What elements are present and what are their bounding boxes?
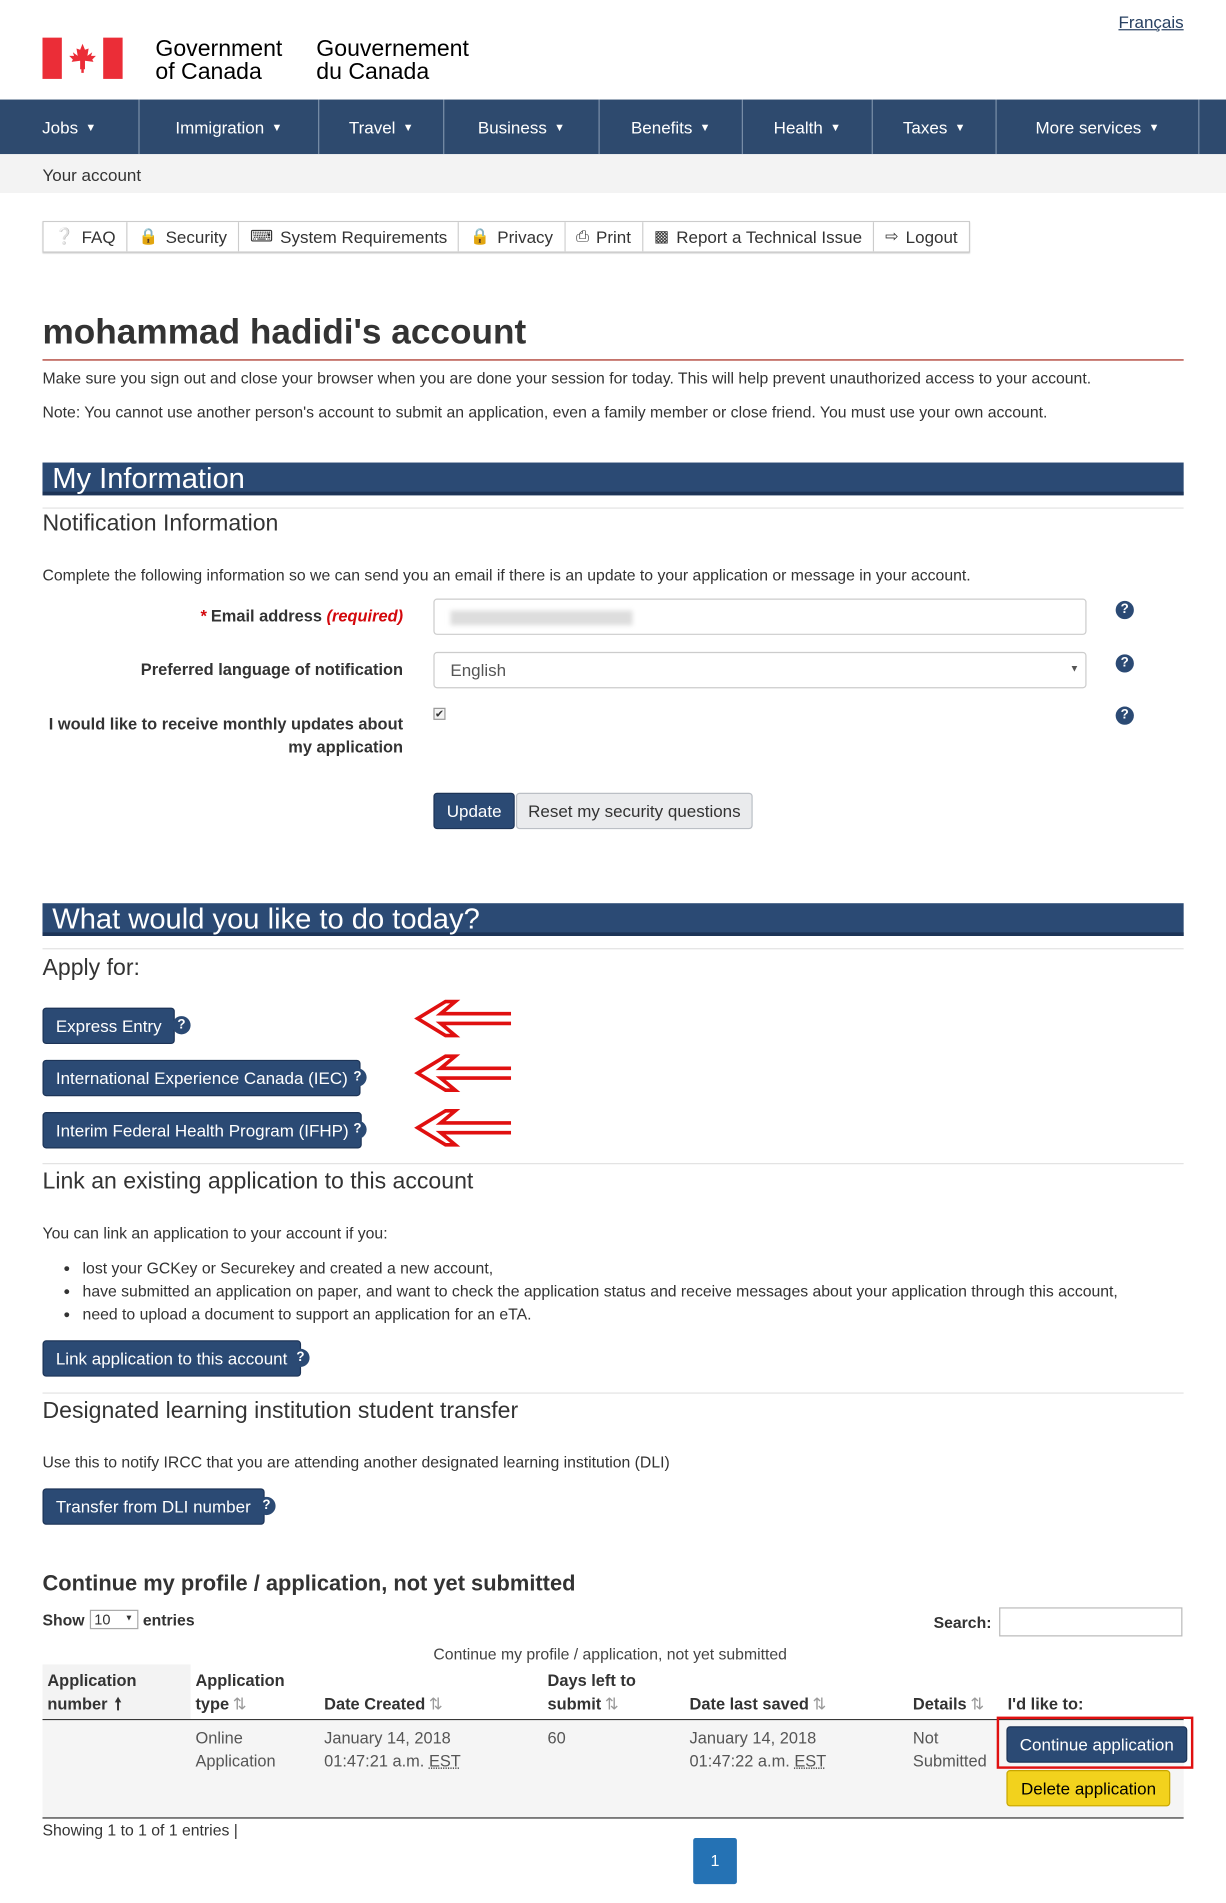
search-label: Search: — [933, 1613, 992, 1632]
breadcrumb — [0, 154, 1226, 193]
col-date-saved[interactable]: Date last saved ⇅ — [689, 1694, 827, 1713]
language-select[interactable]: English ▼ — [433, 652, 1086, 688]
menu-benefits[interactable]: Benefits ▼ — [600, 100, 743, 155]
dropdown-arrow-icon: ▼ — [124, 1614, 134, 1624]
privacy-button[interactable]: 🔒 Privacy — [459, 222, 565, 251]
divider — [42, 507, 1183, 508]
col-details[interactable]: Details ⇅ — [912, 1694, 985, 1713]
report-issue-button[interactable]: ▩ Report a Technical Issue — [643, 222, 874, 251]
col-app-type[interactable]: Application type ⇅ — [195, 1671, 285, 1713]
lock-icon: 🔒 — [138, 227, 159, 246]
sort-icon: ⇅ — [970, 1694, 985, 1713]
link-desc: You can link an application to your account if you: — [42, 1223, 388, 1242]
email-field[interactable] — [433, 599, 1086, 635]
divider — [42, 948, 1183, 949]
signout-notice: Make sure you sign out and close your browser when you are done your session for today. This will help prevent unauthorized access to your account. — [42, 369, 1092, 388]
cell-date-created: January 14, 2018 01:47:21 a.m. EST — [324, 1728, 461, 1771]
dli-heading: Designated learning institution student transfer — [42, 1398, 519, 1425]
help-icon[interactable]: ? — [348, 1068, 366, 1086]
search-input[interactable] — [999, 1607, 1182, 1636]
sort-asc-icon: 🠕 — [114, 1694, 122, 1713]
comment-icon: ▩ — [654, 227, 669, 246]
chevron-down-icon: ▼ — [402, 120, 414, 133]
email-label: * Email address (required) — [199, 607, 404, 626]
link-application-button[interactable]: Link application to this account — [42, 1340, 300, 1376]
my-information-heading: My Information — [42, 463, 1183, 496]
menu-taxes[interactable]: Taxes ▼ — [873, 100, 997, 155]
iec-button[interactable]: International Experience Canada (IEC) — [42, 1060, 361, 1096]
help-icon[interactable]: ? — [1116, 707, 1134, 725]
menu-business[interactable]: Business ▼ — [444, 100, 599, 155]
gov-fr-line1: Gouvernement — [316, 36, 469, 62]
francais-link[interactable]: Français — [1118, 12, 1184, 32]
menu-more-services[interactable]: More services ▼ — [997, 100, 1200, 155]
col-date-created[interactable]: Date Created ⇅ — [324, 1694, 443, 1713]
gov-fr-line2: du Canada — [316, 59, 430, 85]
title-underline — [42, 359, 1183, 360]
express-entry-button[interactable]: Express Entry — [42, 1008, 174, 1044]
link-conditions-list — [62, 1256, 1118, 1325]
account-note: Note: You cannot use another person's account to submit an application, even a family member or close friend. You must use your own account. — [42, 403, 1048, 422]
cell-app-type: Online Application — [195, 1728, 276, 1771]
reset-security-questions-button[interactable]: Reset my security questions — [516, 793, 753, 829]
updates-checkbox[interactable]: ✔ — [434, 707, 445, 720]
gov-en-line2: of Canada — [155, 59, 262, 85]
chevron-down-icon: ▼ — [271, 120, 283, 133]
pagination-page-1[interactable]: 1 — [693, 1838, 737, 1884]
delete-application-button[interactable]: Delete application — [1006, 1770, 1170, 1806]
keyboard-icon: ⌨ — [250, 227, 273, 246]
language-label: Preferred language of notification — [140, 660, 404, 679]
gov-en-line1: Government — [155, 36, 283, 62]
list-item: • have submitted an application on paper, and want to check the application status and receive messages about your application through this account, — [83, 1280, 1118, 1303]
help-icon[interactable]: ? — [348, 1121, 366, 1139]
security-button[interactable]: 🔒 Security — [128, 222, 239, 251]
question-icon: ❔ — [54, 227, 75, 246]
notification-heading: Notification Information — [42, 511, 279, 537]
entries-select[interactable]: 10 ▼ — [89, 1610, 138, 1629]
cell-date-saved: January 14, 2018 01:47:22 a.m. EST — [689, 1728, 827, 1771]
list-item: • lost your GCKey or Securekey and created a new account, — [83, 1256, 1118, 1279]
help-icon[interactable]: ? — [291, 1349, 309, 1367]
chevron-down-icon: ▼ — [554, 120, 565, 133]
page-title: mohammad hadidi's account — [42, 313, 527, 353]
menu-health[interactable]: Health ▼ — [743, 100, 873, 155]
breadcrumb-item: Your account — [42, 165, 142, 185]
table-caption: Continue my profile / application, not yet submitted — [433, 1644, 787, 1664]
divider — [42, 1392, 1183, 1393]
updates-label: I would like to receive monthly updates about my application — [48, 715, 404, 757]
red-arrow-annotation — [414, 998, 511, 1039]
table-info: Showing 1 to 1 of 1 entries | — [42, 1821, 238, 1840]
chevron-down-icon: ▼ — [699, 120, 711, 133]
red-arrow-annotation — [414, 1107, 511, 1148]
transfer-dli-button[interactable]: Transfer from DLI number — [42, 1488, 264, 1524]
col-app-number[interactable]: Application number 🠕 — [47, 1671, 137, 1713]
sort-icon: ⇅ — [428, 1694, 443, 1713]
help-icon[interactable]: ? — [172, 1016, 190, 1034]
printer-icon: ⎙ — [576, 227, 589, 246]
table-bottom-border — [42, 1817, 1183, 1818]
divider — [42, 1163, 1183, 1164]
lock-icon: 🔒 — [470, 227, 491, 246]
account-toolbar — [42, 221, 969, 253]
cell-days-left: 60 — [547, 1728, 566, 1747]
dropdown-arrow-icon: ▼ — [1069, 662, 1080, 674]
logout-icon: ⇨ — [885, 227, 899, 246]
chevron-down-icon: ▼ — [85, 120, 97, 133]
sort-icon: ⇅ — [604, 1694, 619, 1713]
cell-details: Not Submitted — [912, 1728, 987, 1771]
canada-flag-icon — [42, 38, 122, 79]
entries-length: Show 10 ▼ entries — [42, 1610, 195, 1629]
gov-signature[interactable] — [42, 38, 468, 84]
col-days-left[interactable]: Days left to submit ⇅ — [547, 1671, 636, 1713]
faq-button[interactable]: ❔ FAQ — [44, 222, 128, 251]
what-today-heading: What would you like to do today? — [42, 903, 1183, 936]
logout-button[interactable]: ⇨ Logout — [874, 222, 968, 251]
system-requirements-button[interactable]: ⌨ System Requirements — [239, 222, 459, 251]
continue-application-button[interactable]: Continue application — [1006, 1726, 1187, 1762]
notification-desc: Complete the following information so we can send you an email if there is an update to your application or message in your account. — [42, 565, 971, 584]
link-application-heading: Link an existing application to this account — [42, 1169, 474, 1195]
main-menu — [0, 100, 1226, 155]
help-icon[interactable]: ? — [1116, 654, 1134, 672]
chevron-down-icon: ▼ — [830, 120, 841, 133]
ifhp-button[interactable]: Interim Federal Health Program (IFHP) — [42, 1112, 362, 1148]
menu-travel[interactable]: Travel ▼ — [319, 100, 444, 155]
list-item: • need to upload a document to support an application for an eTA. — [83, 1303, 1118, 1326]
help-icon[interactable]: ? — [1116, 601, 1134, 619]
red-arrow-annotation — [414, 1053, 511, 1094]
help-icon[interactable]: ? — [257, 1497, 275, 1515]
sort-icon: ⇅ — [232, 1694, 247, 1713]
continue-table-heading: Continue my profile / application, not yet submitted — [42, 1570, 576, 1596]
update-button[interactable]: Update — [433, 793, 515, 829]
col-actions: I'd like to: — [1007, 1694, 1084, 1713]
dli-desc: Use this to notify IRCC that you are attending another designated learning institution (DLI) — [42, 1453, 670, 1472]
menu-immigration[interactable]: Immigration ▼ — [140, 100, 320, 155]
apply-for-heading: Apply for: — [42, 955, 140, 981]
sort-icon: ⇅ — [812, 1694, 827, 1713]
chevron-down-icon: ▼ — [954, 120, 966, 133]
print-button[interactable]: ⎙ Print — [565, 222, 643, 251]
menu-jobs[interactable]: Jobs ▼ — [0, 100, 140, 155]
chevron-down-icon: ▼ — [1148, 120, 1160, 133]
redacted-email — [450, 611, 632, 626]
